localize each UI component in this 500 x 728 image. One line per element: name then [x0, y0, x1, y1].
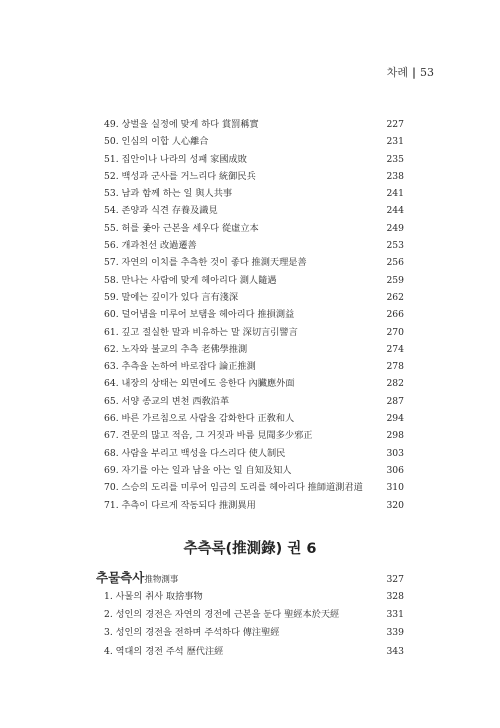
toc-entry-page: 270 [386, 326, 404, 338]
toc-entry-title: 67. 견문의 많고 적음, 그 거짓과 바름 見聞多少邪正 [104, 430, 313, 442]
toc-entry-page: 274 [386, 343, 404, 355]
toc-entry [104, 643, 404, 661]
toc-entry [104, 410, 404, 427]
toc-entry-title: 70. 스승의 도리를 미루어 임금의 도리를 헤아리다 推師道測君道 [104, 482, 363, 494]
toc-entry [104, 462, 404, 479]
toc-entry-title: 64. 내장의 상태는 외면에도 응한다 內臟應外面 [104, 378, 295, 390]
toc-entry [104, 116, 404, 133]
toc-entry [104, 289, 404, 306]
toc-entry [104, 624, 404, 642]
toc-entry-title: 56. 개과천선 改過遷善 [104, 240, 197, 252]
running-header [387, 64, 434, 80]
toc-entry-page: 320 [386, 499, 404, 511]
toc-entry-title: 65. 서양 종교의 변천 西敎沿革 [104, 395, 230, 407]
toc-entry-title: 49. 상벌을 실정에 맞게 하다 賞罰稱實 [104, 119, 259, 130]
toc-entry [104, 375, 404, 392]
sub-section-title-hanja: 推物測事 [144, 575, 179, 585]
toc-entry-title: 3. 성인의 경전을 전하며 주석하다 傳注聖經 [104, 627, 280, 639]
sub-toc-list [104, 588, 404, 661]
header-page-number: 53 [420, 66, 434, 79]
sub-section-page: 327 [386, 574, 404, 585]
toc-entry [104, 588, 404, 606]
toc-entry-title: 63. 추측을 논하여 바로잡다 論正推測 [104, 361, 256, 373]
toc-entry-title: 69. 자기를 아는 일과 남을 아는 일 自知及知人 [104, 464, 292, 476]
toc-entry-title: 54. 존양과 식견 存養及識見 [104, 205, 218, 217]
toc-entry-title: 4. 역대의 경전 주석 歷代注經 [104, 645, 224, 657]
toc-entry-title: 66. 바른 가르침으로 사람을 감화한다 正敎和人 [104, 413, 295, 425]
toc-entry [104, 202, 404, 219]
toc-entry-title: 2. 성인의 경전은 자연의 경전에 근본을 둔다 聖經本於天經 [104, 609, 340, 621]
toc-list [104, 116, 404, 514]
toc-entry [104, 254, 404, 271]
toc-entry [104, 358, 404, 375]
toc-entry-title: 1. 사물의 취사 取捨事物 [104, 591, 203, 602]
toc-entry [104, 185, 404, 202]
toc-entry-page: 259 [386, 274, 404, 286]
toc-entry [104, 479, 404, 496]
toc-entry-title: 62. 노자와 불교의 추측 老佛學推測 [104, 343, 248, 355]
toc-entry-page: 306 [386, 464, 404, 476]
sub-section-title-korean: 추물측사 [96, 570, 145, 585]
header-label: 차례 [386, 66, 408, 79]
section-title: 추측록(推測錄) 권 6 [183, 541, 317, 557]
toc-entry [104, 220, 404, 237]
toc-entry-title: 71. 추측이 다르게 작동되다 推測異用 [104, 499, 256, 511]
sub-section-title [96, 568, 178, 586]
toc-entry-title: 60. 덜어냄을 미루어 보탬을 헤아리다 推損測益 [104, 309, 295, 321]
toc-entry [104, 272, 404, 289]
toc-entry-page: 227 [386, 119, 404, 130]
toc-entry-title: 68. 사람을 부리고 백성을 다스리다 使人制民 [104, 447, 286, 459]
toc-entry-title: 59. 말에는 깊이가 있다 言有淺深 [104, 291, 239, 303]
toc-entry [104, 151, 404, 168]
toc-entry [104, 497, 404, 514]
toc-entry-title: 53. 남과 함께 하는 일 與人共事 [104, 188, 233, 200]
toc-entry-page: 287 [386, 395, 404, 407]
toc-entry-title: 61. 깊고 절실한 말과 비유하는 말 深切言引譬言 [104, 326, 298, 338]
toc-entry-title: 50. 인심의 이합 人心離合 [104, 136, 209, 148]
toc-entry-page: 238 [386, 170, 404, 182]
toc-entry-page: 231 [386, 136, 404, 148]
toc-entry [104, 393, 404, 410]
sub-section-heading [96, 568, 404, 586]
toc-entry-page: 298 [386, 430, 404, 442]
toc-entry-page: 249 [386, 222, 404, 234]
toc-entry [104, 606, 404, 624]
toc-entry [104, 427, 404, 444]
toc-entry [104, 168, 404, 185]
toc-entry-page: 262 [386, 291, 404, 303]
toc-entry [104, 237, 404, 254]
toc-entry-page: 328 [386, 591, 404, 602]
toc-entry [104, 445, 404, 462]
toc-entry [104, 324, 404, 341]
toc-entry-page: 310 [386, 482, 404, 494]
toc-entry-page: 331 [386, 609, 404, 621]
toc-entry-title: 51. 집안이나 나라의 성패 家國成敗 [104, 153, 247, 165]
toc-entry-page: 235 [386, 153, 404, 165]
toc-entry-page: 294 [386, 413, 404, 425]
toc-entry-title: 58. 만나는 사람에 맞게 헤아리다 測人隨遇 [104, 274, 277, 286]
toc-entry [104, 341, 404, 358]
toc-entry-title: 52. 백성과 군사를 거느리다 統御民兵 [104, 170, 256, 182]
toc-entry [104, 306, 404, 323]
toc-entry-page: 282 [386, 378, 404, 390]
toc-entry-page: 256 [386, 257, 404, 269]
toc-entry-page: 303 [386, 447, 404, 459]
toc-entry-page: 241 [386, 188, 404, 200]
toc-entry-page: 343 [386, 645, 404, 657]
toc-entry-page: 278 [386, 361, 404, 373]
toc-entry-page: 339 [386, 627, 404, 639]
toc-entry-page: 244 [386, 205, 404, 217]
toc-entry-title: 57. 자연의 이치를 추측한 것이 좋다 推測天理是善 [104, 257, 307, 269]
header-separator: | [411, 66, 416, 79]
toc-entry-page: 253 [386, 240, 404, 252]
toc-entry [104, 133, 404, 150]
toc-entry-title: 55. 허를 좇아 근본을 세우다 從虛立本 [104, 222, 259, 234]
toc-entry-page: 266 [386, 309, 404, 321]
